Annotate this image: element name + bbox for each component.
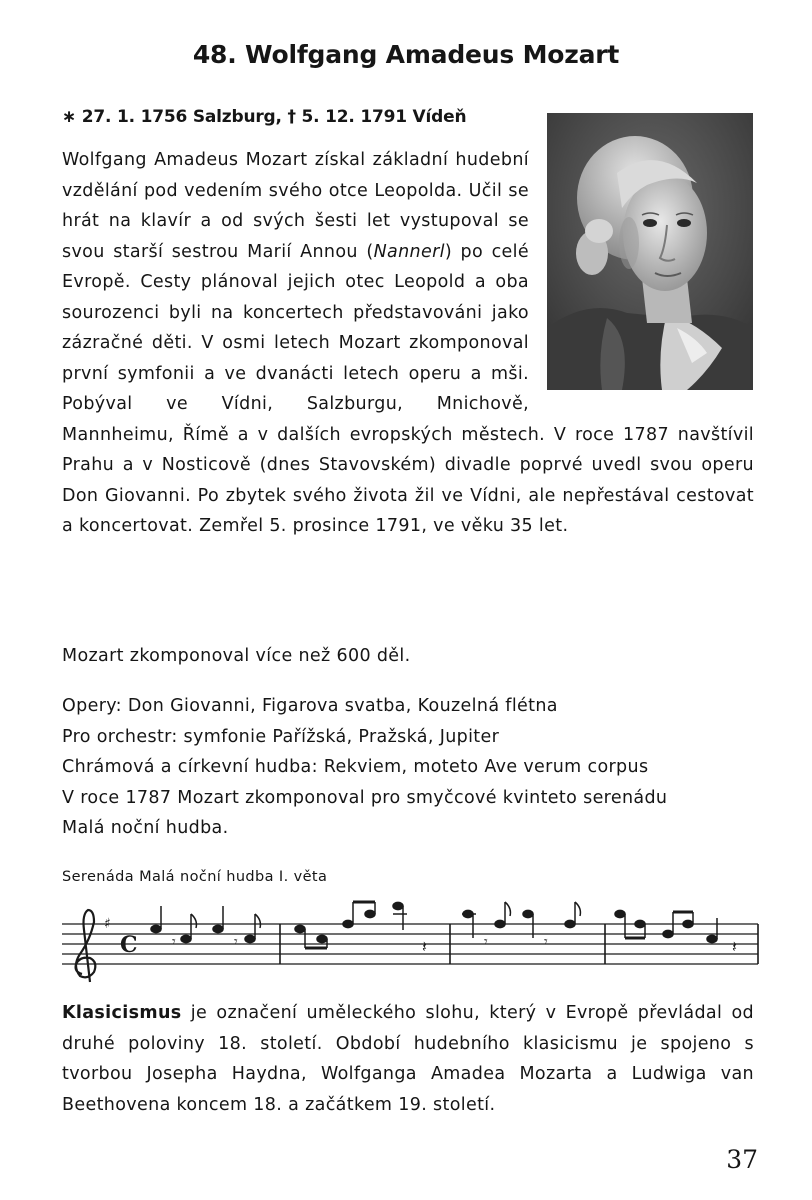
svg-text:𝄾: 𝄾	[172, 934, 176, 950]
svg-text:𝄾: 𝄾	[544, 934, 548, 950]
biography-nickname: Nannerl	[373, 241, 445, 262]
biography-text-2: ) po celé Evropě. Cesty plánoval jejich otec Leopold a oba sourozenci byli na koncertech představováni jako zázračné děti. V osmi letech Mozart zkomponoval první symfonii a ve dvanácti letech operu a mši. Pobýval ve Vídni, Salzburgu, Mnichově, Mannheimu, Římě a v dalších evropských městech. V roce 1787 navštívil Prahu a v Nosticově (dnes Stavovském) divadle poprvé uvedl svou operu Don Giovanni. Po zbytek svého života žil ve Vídni, ale nepřestával cestovat a koncertovat. Zemřel 5. prosince 1791, ve věku 35 let.	[62, 241, 754, 536]
svg-text:𝄽: 𝄽	[732, 937, 737, 956]
page-number: 37	[726, 1145, 758, 1174]
works-orchestra: Pro orchestr: symfonie Pařížská, Pražská, Jupiter	[62, 726, 500, 747]
works-serenade: V roce 1787 Mozart zkomponoval pro smyčcové kvinteto serenádu	[62, 787, 668, 808]
works-serenade-name: Malá noční hudba.	[62, 818, 229, 838]
birth-death-dates: ∗ 27. 1. 1756 Salzburg, † 5. 12. 1791 Vídeň	[62, 107, 467, 127]
score-caption: Serenáda Malá noční hudba I. věta	[62, 869, 328, 885]
works-sacred: Chrámová a církevní hudba: Rekviem, moteto Ave verum corpus	[62, 757, 649, 777]
biography-text-1: Wolfgang Amadeus Mozart získal základní hudební vzdělání pod vedením svého otce Leopolda. Učil se hrát na klavír a od svých šesti let vystupoval se svou starší sestrou Marií Annou (	[62, 150, 529, 262]
klasicismus-term: Klasicismus	[62, 1003, 182, 1023]
works-list	[62, 691, 762, 844]
music-staff-icon	[60, 896, 760, 990]
biography-paragraph	[62, 145, 754, 542]
works-count: Mozart zkomponoval více než 600 děl.	[62, 646, 411, 666]
page-title: 48. Wolfgang Amadeus Mozart	[192, 40, 620, 69]
svg-text:C: C	[120, 932, 138, 958]
svg-text:♯: ♯	[104, 916, 111, 932]
svg-text:𝄾: 𝄾	[484, 934, 488, 950]
svg-text:𝄾: 𝄾	[234, 934, 238, 950]
klasicismus-text: je označení uměleckého slohu, který v Evropě převládal od druhé poloviny 18. století. Období hudebního klasicismu je spojeno s tvorbou Josepha Haydna, Wolfganga Amadea Mozarta a Ludwiga van Beethovena koncem 18. a začátkem 19. století.	[62, 1003, 754, 1115]
klasicismus-paragraph	[62, 998, 754, 1120]
svg-text:𝄽: 𝄽	[422, 937, 427, 956]
works-operas: Opery: Don Giovanni, Figarova svatba, Kouzelná flétna	[62, 696, 558, 716]
